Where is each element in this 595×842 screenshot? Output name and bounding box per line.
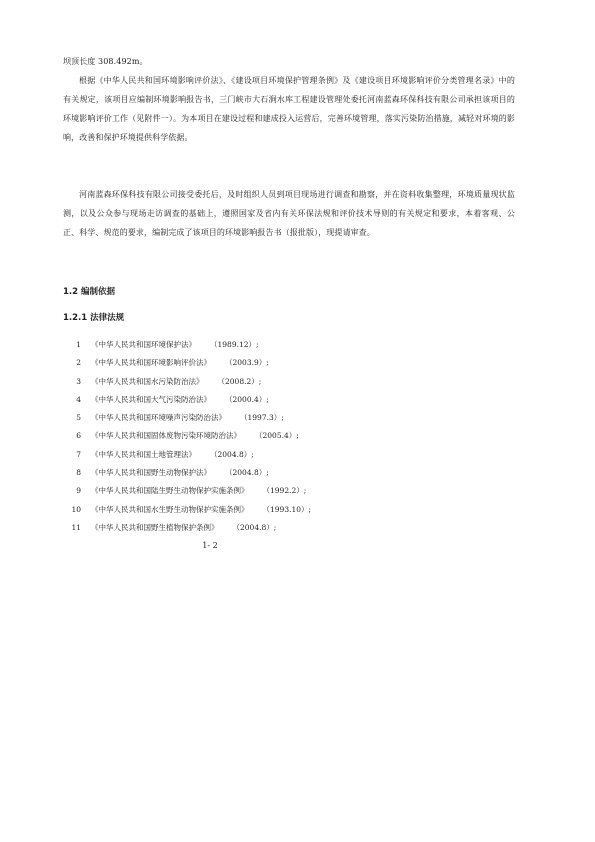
page-number: 1- 2: [202, 541, 218, 550]
law-title: 《中华人民共和国环境影响评价法》: [91, 358, 211, 368]
law-number: 11: [71, 522, 81, 532]
law-number: 10: [71, 504, 81, 514]
law-number: 4: [76, 394, 81, 404]
law-date: （1997.3）;: [240, 413, 284, 423]
law-number: 5: [76, 413, 81, 423]
section-heading: 1.2 编制依据: [63, 287, 116, 297]
law-list-item: [63, 336, 523, 354]
law-number: 3: [76, 376, 81, 386]
law-list-item: [63, 409, 523, 427]
law-date: （1993.10）;: [262, 504, 312, 514]
law-list-item: [63, 391, 523, 409]
law-date: （1992.2）;: [262, 486, 307, 496]
law-title: 《中华人民共和国陆生野生动物保护实施条例》: [91, 486, 249, 496]
law-date: （2004.8）;: [210, 449, 254, 459]
paragraph-legal-basis: 根据《中华人民共和国环境影响评价法》、《建设项目环境保护管理条例》及《建设项目环境影响评价分类管理名录》中的有关规定，该项目应编制环境影响报告书，三门峡市大石涧水库工程建设管理处委托河南蓝森环保科技有限公司承担该项目的环境影响评价工作（见附件一）。为本项目在建设过程和建成投入运营后，完善环境管理，落实污染防治措施，减轻对环境的影响，改善和保护环境提供科学依据。: [63, 76, 515, 142]
law-list-item: [63, 519, 523, 537]
law-number: 2: [76, 358, 81, 368]
law-list-item: [63, 446, 523, 464]
law-title: 《中华人民共和国水生野生动物保护实施条例》: [91, 504, 249, 514]
law-number: 9: [76, 486, 81, 496]
law-list-item: [63, 373, 523, 391]
law-list-item: [63, 482, 523, 500]
law-title: 《中华人民共和国野生植物保护条例》: [91, 522, 219, 532]
law-title: 《中华人民共和国环境保护法》: [91, 340, 196, 349]
law-date: （2003.9）;: [225, 358, 269, 368]
law-date: （2004.8）;: [225, 468, 269, 478]
law-number: 7: [76, 449, 81, 459]
law-number: 1: [76, 340, 81, 349]
law-title: 《中华人民共和国野生动物保护法》: [91, 468, 211, 478]
law-title: 《中华人民共和国土地管理法》: [91, 449, 196, 459]
paragraph-dam-length: 坝顶长度 308.492m。: [63, 57, 148, 66]
law-number: 8: [76, 468, 81, 478]
paragraph-commission: 河南蓝森环保科技有限公司接受委托后，及时组织人员到项目现场进行调查和勘察，并在资料收集整理，环境质量现状监测，以及公众参与现场走访调查的基础上，遵照国家及省内有关环保法规和评价技术导则的有关规定和要求，本着客观、公正、科学、规范的要求，编制完成了该项目的环境影响报告书（报批版），现提请审查。: [63, 190, 515, 237]
law-list-item: [63, 427, 523, 445]
law-title: 《中华人民共和国环境噪声污染防治法》: [91, 413, 226, 423]
law-list-item: [63, 501, 523, 519]
law-date: （2005.4）;: [255, 431, 299, 441]
subsection-heading: 1.2.1 法律法规: [63, 313, 125, 323]
law-title: 《中华人民共和国水污染防治法》: [91, 376, 204, 386]
law-title: 《中华人民共和国大气污染防治法》: [91, 394, 211, 404]
law-date: （1989.12）;: [210, 340, 259, 349]
law-date: （2000.4）;: [225, 394, 269, 404]
law-list: [63, 336, 523, 537]
law-date: （2008.2）;: [217, 376, 262, 386]
law-list-item: [63, 354, 523, 372]
law-date: （2004.8）;: [232, 522, 277, 532]
law-number: 6: [76, 431, 81, 441]
law-list-item: [63, 464, 523, 482]
law-title: 《中华人民共和国固体废物污染环境防治法》: [91, 431, 241, 441]
